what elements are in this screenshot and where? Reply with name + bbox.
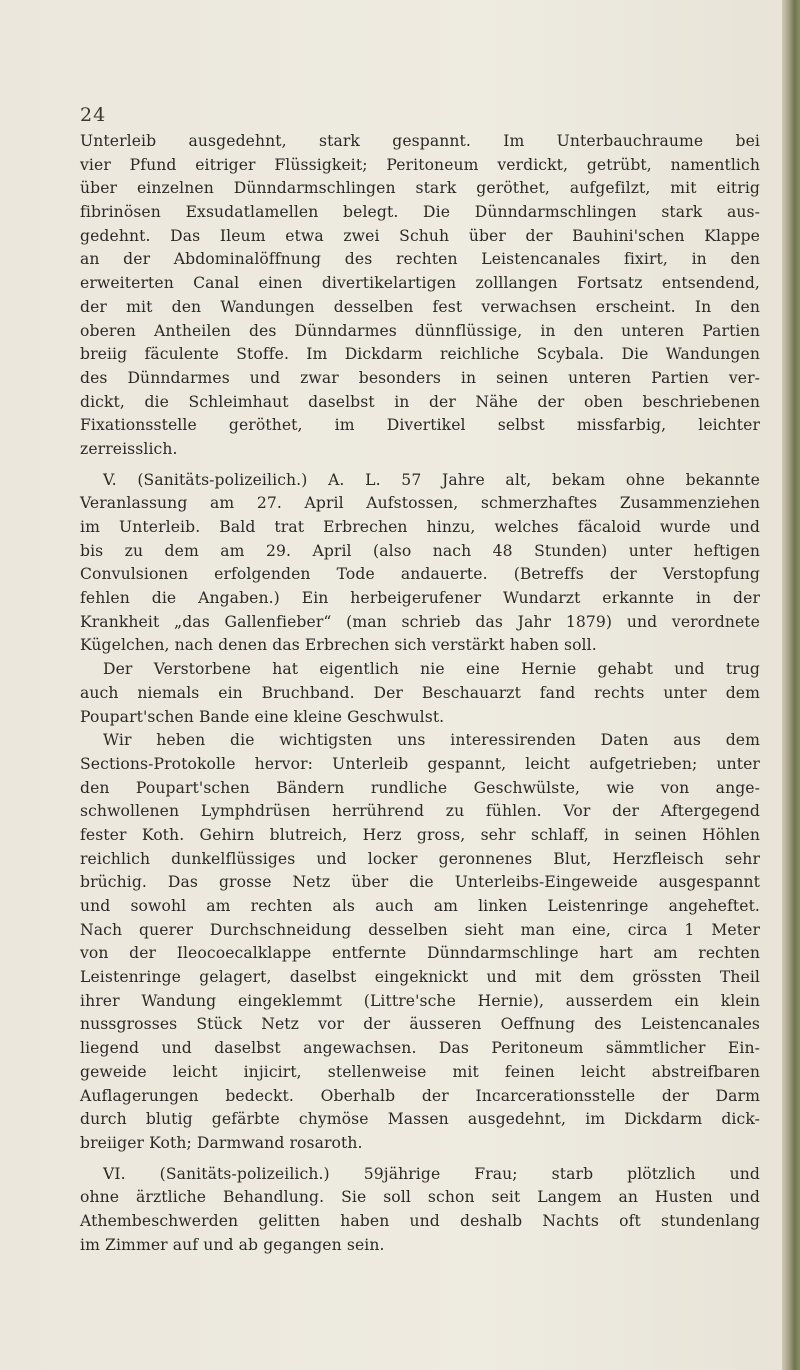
text-line: Der Verstorbene hat eigentlich nie eine Hernie gehabt und trug — [103, 660, 760, 679]
text-line: ihrer Wandung eingeklemmt (Littre'sche Hernie), ausserdem ein klein — [80, 991, 760, 1010]
text-line: fester Koth. Gehirn blutreich, Herz gross, sehr schlaff, in seinen Höhlen — [80, 825, 760, 844]
text-line: im Unterleib. Bald trat Erbrechen hinzu, welches fäcaloid wurde und — [80, 518, 760, 536]
text-line: VI. (Sanitäts-polizeilich.) 59jährige Frau; starb plötzlich und — [103, 1164, 760, 1183]
text-line: Krankheit „das Gallenfieber“ (man schrieb das Jahr 1879) und verordnete — [80, 612, 760, 631]
text-line: Sections-Protokolle hervor: Unterleib gespannt, leicht aufgetrieben; unter — [80, 754, 760, 773]
text-line: von der Ileocoecalklappe entfernte Dünndarmschlinge hart am rechten — [80, 944, 760, 963]
text-line: Leistenringe gelagert, daselbst eingeknickt und mit dem grössten Theil — [80, 968, 760, 987]
text-line: Athembeschwerden gelitten haben und deshalb Nachts oft stundenlang — [80, 1211, 760, 1230]
text-line: Fixationsstelle geröthet, im Divertikel selbst missfarbig, leichter — [80, 416, 760, 435]
text-line: über einzelnen Dünndarmschlingen stark geröthet, aufgefilzt, mit eitrig — [80, 179, 760, 198]
text-line: liegend und daselbst angewachsen. Das Peritoneum sämmtlicher Ein- — [80, 1039, 760, 1058]
text-line: breiiger Koth; Darmwand rosaroth. — [80, 1133, 363, 1152]
text-line: geweide leicht injicirt, stellenweise mit feinen leicht abstreifbaren — [80, 1062, 760, 1081]
text-line: dickt, die Schleimhaut daselbst in der Nähe der oben beschriebenen — [80, 392, 760, 411]
text-line: oberen Antheilen des Dünndarmes dünnflüssige, in den unteren Partien — [80, 321, 760, 340]
text-line: den Poupart'schen Bändern rundliche Geschwülste, wie von ange- — [80, 778, 760, 797]
text-line: Veranlassung am 27. April Aufstossen, schmerzhaftes Zusammenziehen — [80, 494, 760, 513]
page-number: 24 — [80, 104, 107, 126]
text-line: und sowohl am rechten als auch am linken Leistenringe angeheftet. — [80, 897, 760, 915]
text-line: bis zu dem am 29. April (also nach 48 Stunden) unter heftigen — [80, 541, 760, 560]
text-line: Unterleib ausgedehnt, stark gespannt. Im Unterbauchraume bei — [80, 132, 760, 150]
text-line: reichlich dunkelflüssiges und locker geronnenes Blut, Herzfleisch sehr — [80, 849, 760, 868]
text-line: des Dünndarmes und zwar besonders in seinen unteren Partien ver- — [80, 368, 760, 387]
text-line: Wir heben die wichtigsten uns interessirenden Daten aus dem — [103, 731, 760, 750]
text-line: an der Abdominalöffnung des rechten Leistencanales fixirt, in den — [80, 250, 760, 269]
text-line: fehlen die Angaben.) Ein herbeigerufener Wundarzt erkannte in der — [80, 589, 760, 608]
text-line: durch blutig gefärbte chymöse Massen ausgedehnt, im Dickdarm dick- — [80, 1110, 760, 1129]
body-text — [80, 130, 760, 1257]
page-edge — [782, 0, 800, 1370]
text-line: zerreisslich. — [80, 439, 178, 458]
text-line: brüchig. Das grosse Netz über die Unterleibs-Eingeweide ausgespannt — [80, 873, 760, 892]
text-line: breiig fäculente Stoffe. Im Dickdarm reichliche Scybala. Die Wandungen — [80, 345, 760, 364]
text-line: gedehnt. Das Ileum etwa zwei Schuh über der Bauhini'schen Klappe — [80, 226, 760, 245]
paragraph-gap — [80, 1156, 760, 1163]
text-line: ohne ärztliche Behandlung. Sie soll schon seit Langem an Husten und — [80, 1188, 760, 1207]
text-line: auch niemals ein Bruchband. Der Beschauarzt fand rechts unter dem — [80, 683, 760, 702]
text-line: Convulsionen erfolgenden Tode andauerte. (Betreffs der Verstopfung — [80, 565, 760, 584]
text-line: Kügelchen, nach denen das Erbrechen sich verstärkt haben soll. — [80, 636, 597, 655]
text-line: der mit den Wandungen desselben fest verwachsen erscheint. In den — [80, 297, 760, 316]
text-line: fibrinösen Exsudatlamellen belegt. Die Dünndarmschlingen stark aus- — [80, 203, 760, 222]
text-line: nussgrosses Stück Netz vor der äusseren Oeffnung des Leistencanales — [80, 1015, 760, 1034]
paragraph-gap — [80, 462, 760, 469]
text-line: im Zimmer auf und ab gegangen sein. — [80, 1235, 385, 1254]
text-line: vier Pfund eitriger Flüssigkeit; Peritoneum verdickt, getrübt, namentlich — [80, 155, 760, 174]
text-line: schwollenen Lymphdrüsen herrührend zu fühlen. Vor der Aftergegend — [80, 802, 760, 821]
text-line: erweiterten Canal einen divertikelartigen zolllangen Fortsatz entsendend, — [80, 274, 760, 293]
text-line: Poupart'schen Bande eine kleine Geschwulst. — [80, 707, 445, 726]
text-line: Auflagerungen bedeckt. Oberhalb der Incarcerationsstelle der Darm — [80, 1086, 760, 1105]
text-line: V. (Sanitäts-polizeilich.) A. L. 57 Jahre alt, bekam ohne bekannte — [103, 470, 760, 489]
text-line: Nach querer Durchschneidung desselben sieht man eine, circa 1 Meter — [80, 920, 760, 939]
